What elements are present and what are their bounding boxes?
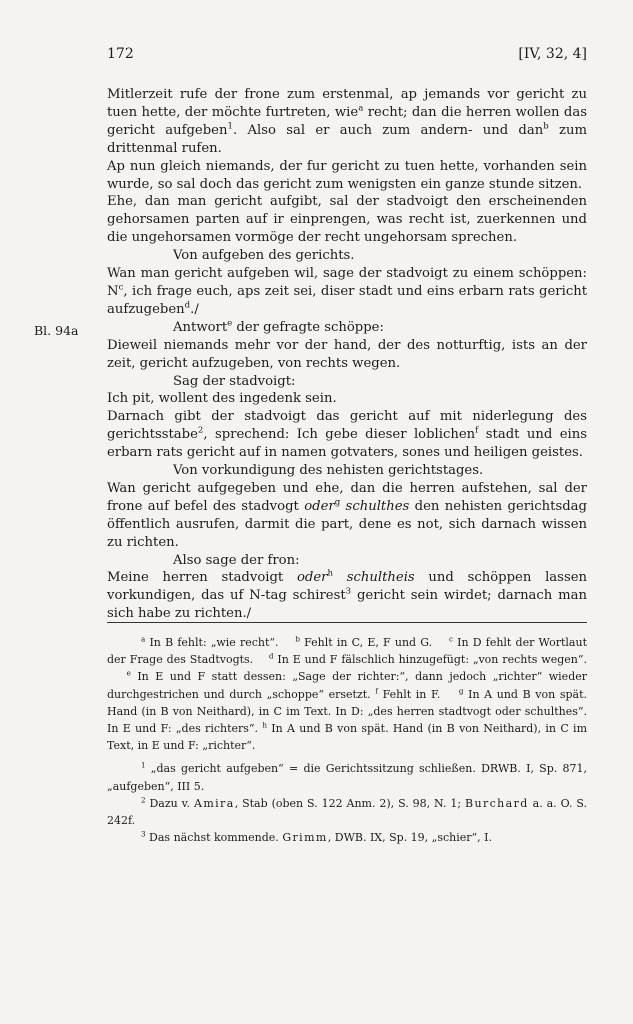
heading-answer: Antwort$^e$ der gefragte schöppe:	[173, 318, 384, 335]
footnote-mark: 2	[197, 425, 204, 436]
paragraph-staff: Darnach gibt der stadvoigt das gericht auf mit niderlegung des gerichtsstabe$^2$, sprechend: Ich gebe dieser loblichen$^f$ stadt und eins erbarn rats gericht auf in namen gotvaters, sones und heiligen geistes.	[107, 409, 587, 461]
paragraph-request: Ich pit, wollent des ingedenk sein.	[107, 391, 337, 407]
footnote-mark: c	[118, 282, 124, 293]
paragraph-announcement: Wan gericht aufgegeben und ehe, dan die herren aufstehen, sal der frone auf befel des stadvogt oder$^g$ schulthes den nehisten gerichtsdag öffentlich ausrufen, darmit die part, dene es not, sich darnach wissen zu richten.	[107, 480, 587, 550]
paragraph-question: Wan man gericht aufgeben wil, sage der stadvoigt zu einem schöppen: $N^c$, ich frage euch, aps zeit sei, diser stadt und eins erbarn rats gericht aufzugeben$^d$./	[107, 266, 587, 317]
footnote-mark: f	[475, 425, 479, 436]
footnote-mark: 3	[345, 586, 352, 597]
section-reference: [IV, 32, 4]	[518, 46, 587, 62]
footnote-mark: b	[543, 121, 549, 132]
running-header	[107, 46, 587, 68]
footnotes	[107, 634, 587, 846]
page-number: 172	[107, 46, 134, 62]
explanatory-note-2: $^2$ Dazu v. Amira, Stab (oben S. 122 Anm. 2), S. 98, N. 1; Burchard a. a. O. S. 242f.	[107, 795, 588, 828]
footnote-mark: d	[184, 300, 191, 311]
main-text	[107, 86, 587, 623]
heading-announcement: Von vorkundigung des nehisten gerichtstages.	[173, 463, 484, 479]
paragraph-call-out: Mitlerzeit rufe der frone zum erstenmal, ap jemands vor gericht zu tuen hette, der möchte furtreten, wie$^a$ recht; dan die herren wollen das gericht aufgeben$^1$. Also sal er auch zum andern- und dan$^b$ zum drittenmal rufen.	[107, 87, 587, 156]
paragraph-answer: Dieweil niemands mehr vor der hand, der des notturftig, ists an der zeit, gericht aufzugeben, von rechts wegen.	[107, 337, 587, 371]
heading-stadvoigt: Sag der stadvoigt:	[173, 373, 296, 389]
heading-fron: Also sage der fron:	[173, 552, 300, 568]
paragraph-hour: Ap nun gleich niemands, der fur gericht zu tuen hette, vorhanden sein wurde, so sal doch das gericht zum wenigsten ein ganze stunde sitzen.	[107, 158, 587, 192]
paragraph-judgement: Ehe, dan man gericht aufgibt, sal der stadvoigt den erscheinenden gehorsamen parten auf ir einprengen, was recht ist, zuerkennen und die ungehorsamen vormöge der recht ungehorsam sprechen.	[107, 194, 587, 246]
footnote-mark: h	[327, 569, 333, 580]
footnote-mark: e	[227, 318, 233, 329]
footnote-divider	[107, 622, 587, 623]
text-critical-notes: $^a$ In B fehlt: „wie recht“. $^b$ Fehlt in C, E, F und G. $^c$ In D fehlt der Wortlaut der Frage des Stadtvogts. $^d$ In E und F fälschlich hinzugefügt: „von rechts wegen“. $^e$ In E und F statt dessen: „Sage der richter:“, dann jedoch „richter“ wieder durchgestrichen und durch „schoppe“ ersetzt. $^f$ Fehlt in F. $^g$ In A und B von spät. Hand (in B von Neithard), in C im Text. In D: „des herren stadtvogt oder schulthes“. In E und F: „des richters“. $^h$ In A und B von spät. Hand (in B von Neithard), in C im Text, in E und F: „richter“.	[107, 634, 587, 753]
footnote-mark: g	[334, 497, 341, 508]
paragraph-proclamation: Meine herren stadvoigt oder$^h$ schultheis und schöppen lassen vorkundigen, das uf N-tag schirest$^3$ gericht sein wirdet; darnach man sich habe zu richten./	[107, 569, 588, 622]
footnote-mark: 1	[227, 121, 233, 132]
explanatory-note-3: $^3$ Das nächst kommende. Grimm, DWB. IX, Sp. 19, „schier“, I.	[141, 829, 493, 845]
margin-folio-note: Bl. 94a	[34, 323, 79, 338]
explanatory-note-1: $^1$ „das gericht aufgeben“ = die Gerichtssitzung schließen. DRWB. I, Sp. 871, „aufgeben“, III 5.	[107, 760, 587, 793]
heading-closing: Von aufgeben des gerichts.	[173, 248, 355, 264]
footnote-mark: a	[358, 103, 364, 114]
